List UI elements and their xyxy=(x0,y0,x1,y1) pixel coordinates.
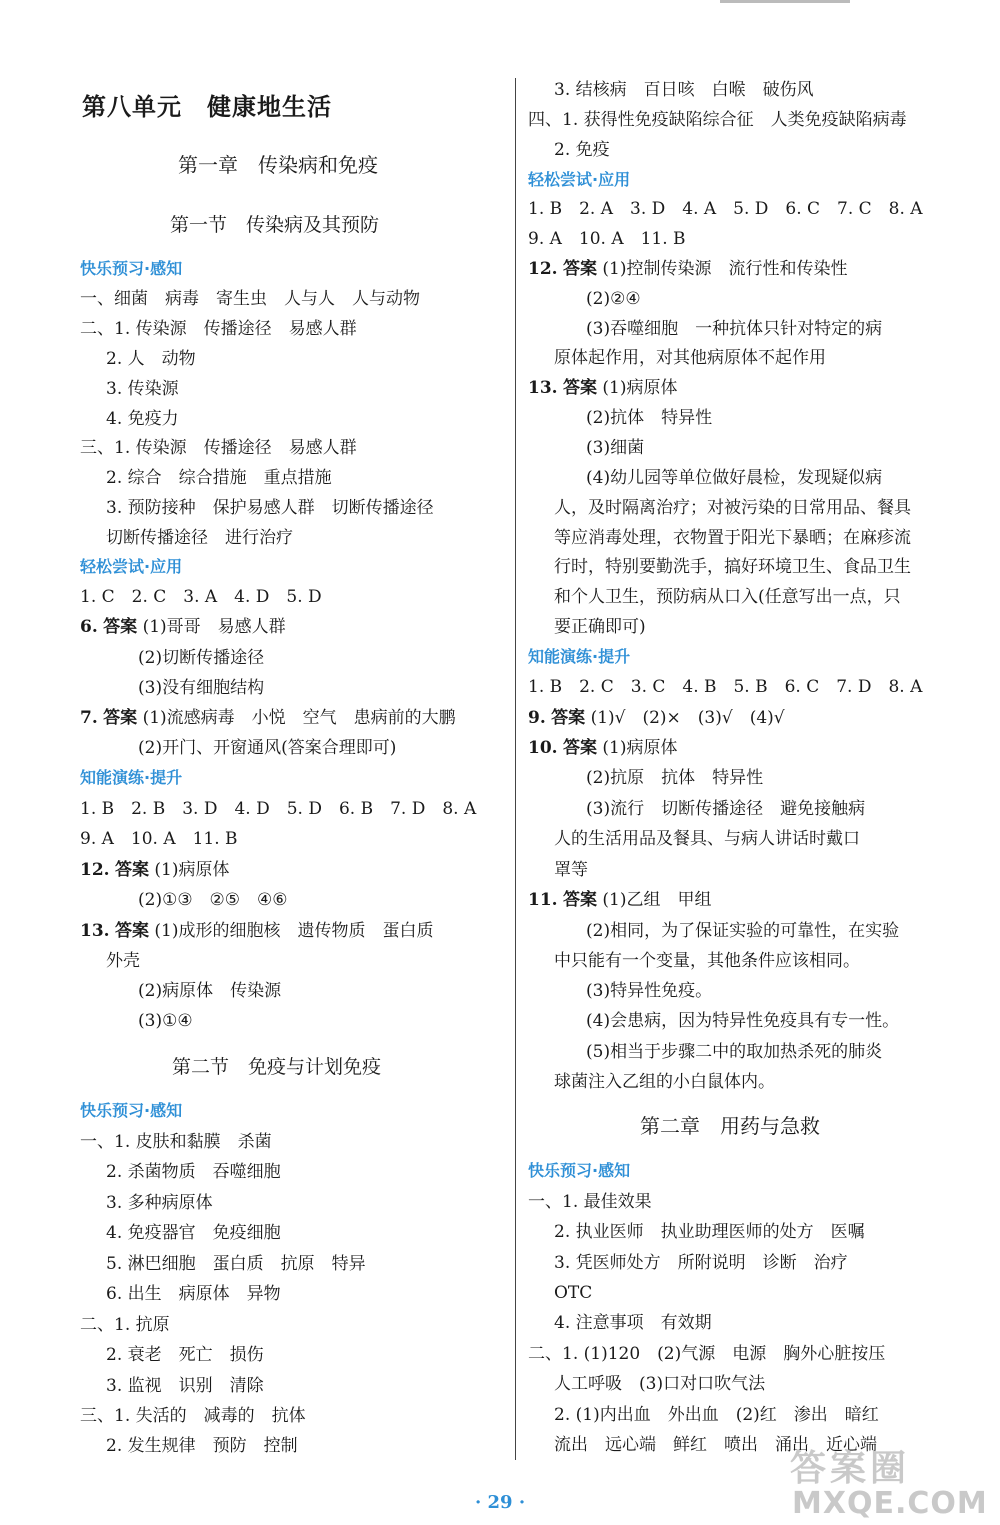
answer-line xyxy=(528,258,847,280)
heading-preview-2: 快乐预习·感知 xyxy=(80,1101,183,1120)
answer-text: (1)病原体 xyxy=(602,378,678,398)
question-number: 10. xyxy=(528,738,558,758)
answer-line xyxy=(80,859,229,881)
question-number: 11. xyxy=(528,890,558,910)
question-number: 12. xyxy=(528,259,558,279)
answer-line xyxy=(80,616,286,638)
answer-line: 6. 出生 病原体 异物 xyxy=(106,1284,281,1304)
answer-line: (3)没有细胞结构 xyxy=(138,678,265,698)
answer-text: (1)哥哥 易感人群 xyxy=(142,617,286,637)
answer-line: (3)①④ xyxy=(138,1011,193,1031)
answer-text: (1)病原体 xyxy=(154,860,230,880)
answer-line: 9. A 10. A 11. B xyxy=(80,829,238,849)
question-number: 12. xyxy=(80,860,110,880)
answer-line: (2)切断传播途径 xyxy=(138,648,265,668)
answer-line: 3. 监视 识别 清除 xyxy=(106,1376,264,1396)
answer-label: 答案 xyxy=(114,921,149,941)
answer-text: (1)成形的细胞核 遗传物质 蛋白质 xyxy=(154,921,434,941)
answer-line: 外壳 xyxy=(106,951,140,971)
answer-text: (1)控制传染源 流行性和传染性 xyxy=(602,259,848,279)
answer-label: 答案 xyxy=(562,890,597,910)
chapter-2-title: 第二章 用药与急救 xyxy=(640,1114,820,1138)
question-number: 13. xyxy=(528,378,558,398)
answer-line: 一、1. 皮肤和黏膜 杀菌 xyxy=(80,1132,272,1152)
answer-line: 2. 发生规律 预防 控制 xyxy=(106,1436,298,1456)
answer-text: (1)病原体 xyxy=(602,738,678,758)
answer-line: 2. (1)内出血 外出血 (2)红 渗出 暗红 xyxy=(554,1405,879,1425)
answer-line: 3. 凭医师处方 所附说明 诊断 治疗 xyxy=(554,1253,848,1273)
answer-line: 2. 杀菌物质 吞噬细胞 xyxy=(106,1162,281,1182)
answer-label: 答案 xyxy=(562,738,597,758)
answer-line: (2)①③ ②⑤ ④⑥ xyxy=(138,890,288,910)
answer-line: 切断传播途径 进行治疗 xyxy=(106,528,293,548)
answer-line: (2)开门、开窗通风(答案合理即可) xyxy=(138,738,397,758)
answer-line xyxy=(528,377,677,399)
answer-line: OTC xyxy=(554,1283,593,1303)
answer-line: 2. 综合 综合措施 重点措施 xyxy=(106,468,332,488)
answer-label: 答案 xyxy=(114,860,149,880)
section-2-title: 第二节 免疫与计划免疫 xyxy=(172,1056,382,1078)
answer-line: (2)抗原 抗体 特异性 xyxy=(586,768,764,788)
unit-title: 第八单元 健康地生活 xyxy=(82,92,332,121)
answer-line: (3)特异性免疫。 xyxy=(586,981,713,1001)
answer-line: 人工呼吸 (3)口对口吹气法 xyxy=(554,1374,766,1394)
answer-line: (3)细菌 xyxy=(586,438,645,458)
page-number: · 29 · xyxy=(475,1492,526,1513)
answer-label: 答案 xyxy=(562,378,597,398)
answer-line: 4. 注意事项 有效期 xyxy=(554,1313,712,1333)
answer-line: (4)会患病，因为特异性免疫具有专一性。 xyxy=(586,1011,900,1031)
heading-preview: 快乐预习·感知 xyxy=(80,259,183,278)
answer-label: 答案 xyxy=(103,708,138,728)
chapter-1-title: 第一章 传染病和免疫 xyxy=(178,153,378,177)
answer-line: 1. B 2. C 3. C 4. B 5. B 6. C 7. D 8. A xyxy=(528,677,923,697)
answer-line: 二、1. 抗原 xyxy=(80,1315,170,1335)
answer-line: 球菌注入乙组的小白鼠体内。 xyxy=(554,1072,775,1092)
answer-label: 答案 xyxy=(103,617,138,637)
section-1-title: 第一节 传染病及其预防 xyxy=(170,214,380,236)
answer-line: 4. 免疫器官 免疫细胞 xyxy=(106,1223,281,1243)
answer-line: 中只能有一个变量，其他条件应该相同。 xyxy=(554,951,860,971)
question-number: 7. xyxy=(80,708,98,728)
answer-line: 1. C 2. C 3. A 4. D 5. D xyxy=(80,587,322,607)
heading-preview-3: 快乐预习·感知 xyxy=(528,1161,631,1180)
answer-line xyxy=(80,707,456,729)
answer-line: 2. 衰老 死亡 损伤 xyxy=(106,1345,264,1365)
answer-line: 人，及时隔离治疗；对被污染的日常用品、餐具 xyxy=(554,498,911,518)
watermark-url: MXQE.COM xyxy=(792,1486,988,1521)
heading-practice-2: 知能演练·提升 xyxy=(528,647,631,666)
answer-line xyxy=(80,920,433,942)
answer-line: 和个人卫生，预防病从口入(任意写出一点，只 xyxy=(554,587,901,607)
question-number: 6. xyxy=(80,617,98,637)
answer-line xyxy=(528,889,711,911)
column-divider xyxy=(515,78,516,1460)
answer-line: (3)流行 切断传播途径 避免接触病 xyxy=(586,799,866,819)
answer-line: 等应消毒处理，衣物置于阳光下暴晒；在麻疹流 xyxy=(554,528,911,548)
heading-try-2: 轻松尝试·应用 xyxy=(528,170,631,189)
answer-line: 要正确即可) xyxy=(554,617,646,637)
answer-text: (1)流感病毒 小悦 空气 患病前的大鹏 xyxy=(142,708,456,728)
answer-line: 一、1. 最佳效果 xyxy=(528,1192,652,1212)
question-number: 9. xyxy=(528,708,546,728)
answer-line: 二、1. (1)120 (2)气源 电源 胸外心脏按压 xyxy=(528,1344,886,1364)
answer-line: 四、1. 获得性免疫缺陷综合征 人类免疫缺陷病毒 xyxy=(528,110,907,130)
heading-practice: 知能演练·提升 xyxy=(80,768,183,787)
answer-line: 2. 执业医师 执业助理医师的处方 医嘱 xyxy=(554,1222,865,1242)
heading-try: 轻松尝试·应用 xyxy=(80,557,183,576)
answer-line: 1. B 2. B 3. D 4. D 5. D 6. B 7. D 8. A xyxy=(80,799,477,819)
top-mark xyxy=(720,0,850,3)
answer-line: 5. 淋巴细胞 蛋白质 抗原 特异 xyxy=(106,1254,366,1274)
answer-line xyxy=(528,737,677,759)
answer-line: 罩等 xyxy=(554,860,588,880)
answer-line: (2)抗体 特异性 xyxy=(586,408,713,428)
answer-line: (2)病原体 传染源 xyxy=(138,981,282,1001)
answer-line: 3. 预防接种 保护易感人群 切断传播途径 xyxy=(106,498,434,518)
answer-line: 9. A 10. A 11. B xyxy=(528,229,686,249)
answer-line: (3)吞噬细胞 一种抗体只针对特定的病 xyxy=(586,319,883,339)
answer-line: 2. 免疫 xyxy=(554,140,610,160)
answer-line: (2)②④ xyxy=(586,289,641,309)
answer-line: 3. 结核病 百日咳 白喉 破伤风 xyxy=(554,80,814,100)
answer-line: 3. 多种病原体 xyxy=(106,1193,213,1213)
answer-line: (2)相同，为了保证实验的可靠性，在实验 xyxy=(586,921,900,941)
answer-line: 4. 免疫力 xyxy=(106,409,179,429)
answer-line: 3. 传染源 xyxy=(106,379,179,399)
answer-line: 人的生活用品及餐具、与病人讲话时戴口 xyxy=(554,829,860,849)
answer-text: (1)√ (2)× (3)√ (4)√ xyxy=(590,708,785,728)
answer-label: 答案 xyxy=(562,259,597,279)
answer-line: 二、1. 传染源 传播途径 易感人群 xyxy=(80,319,357,339)
watermark-logo-text: 答案圈 xyxy=(790,1448,911,1489)
answer-line: 流出 远心端 鲜红 喷出 涌出 近心端 xyxy=(554,1435,877,1455)
answer-line: 三、1. 传染源 传播途径 易感人群 xyxy=(80,438,357,458)
answer-line: 1. B 2. A 3. D 4. A 5. D 6. C 7. C 8. A xyxy=(528,199,923,219)
answer-line: 一、细菌 病毒 寄生虫 人与人 人与动物 xyxy=(80,289,420,309)
question-number: 13. xyxy=(80,921,110,941)
answer-line: 三、1. 失活的 减毒的 抗体 xyxy=(80,1406,306,1426)
answer-line: 原体起作用，对其他病原体不起作用 xyxy=(554,348,826,368)
answer-line: 2. 人 动物 xyxy=(106,349,196,369)
answer-line: (4)幼儿园等单位做好晨检，发现疑似病 xyxy=(586,468,883,488)
answer-line xyxy=(528,707,785,729)
answer-label: 答案 xyxy=(551,708,586,728)
answer-line: 行时，特别要勤洗手，搞好环境卫生、食品卫生 xyxy=(554,557,911,577)
watermark xyxy=(770,1440,998,1522)
answer-line: (5)相当于步骤二中的取加热杀死的肺炎 xyxy=(586,1042,883,1062)
answer-text: (1)乙组 甲组 xyxy=(602,890,712,910)
